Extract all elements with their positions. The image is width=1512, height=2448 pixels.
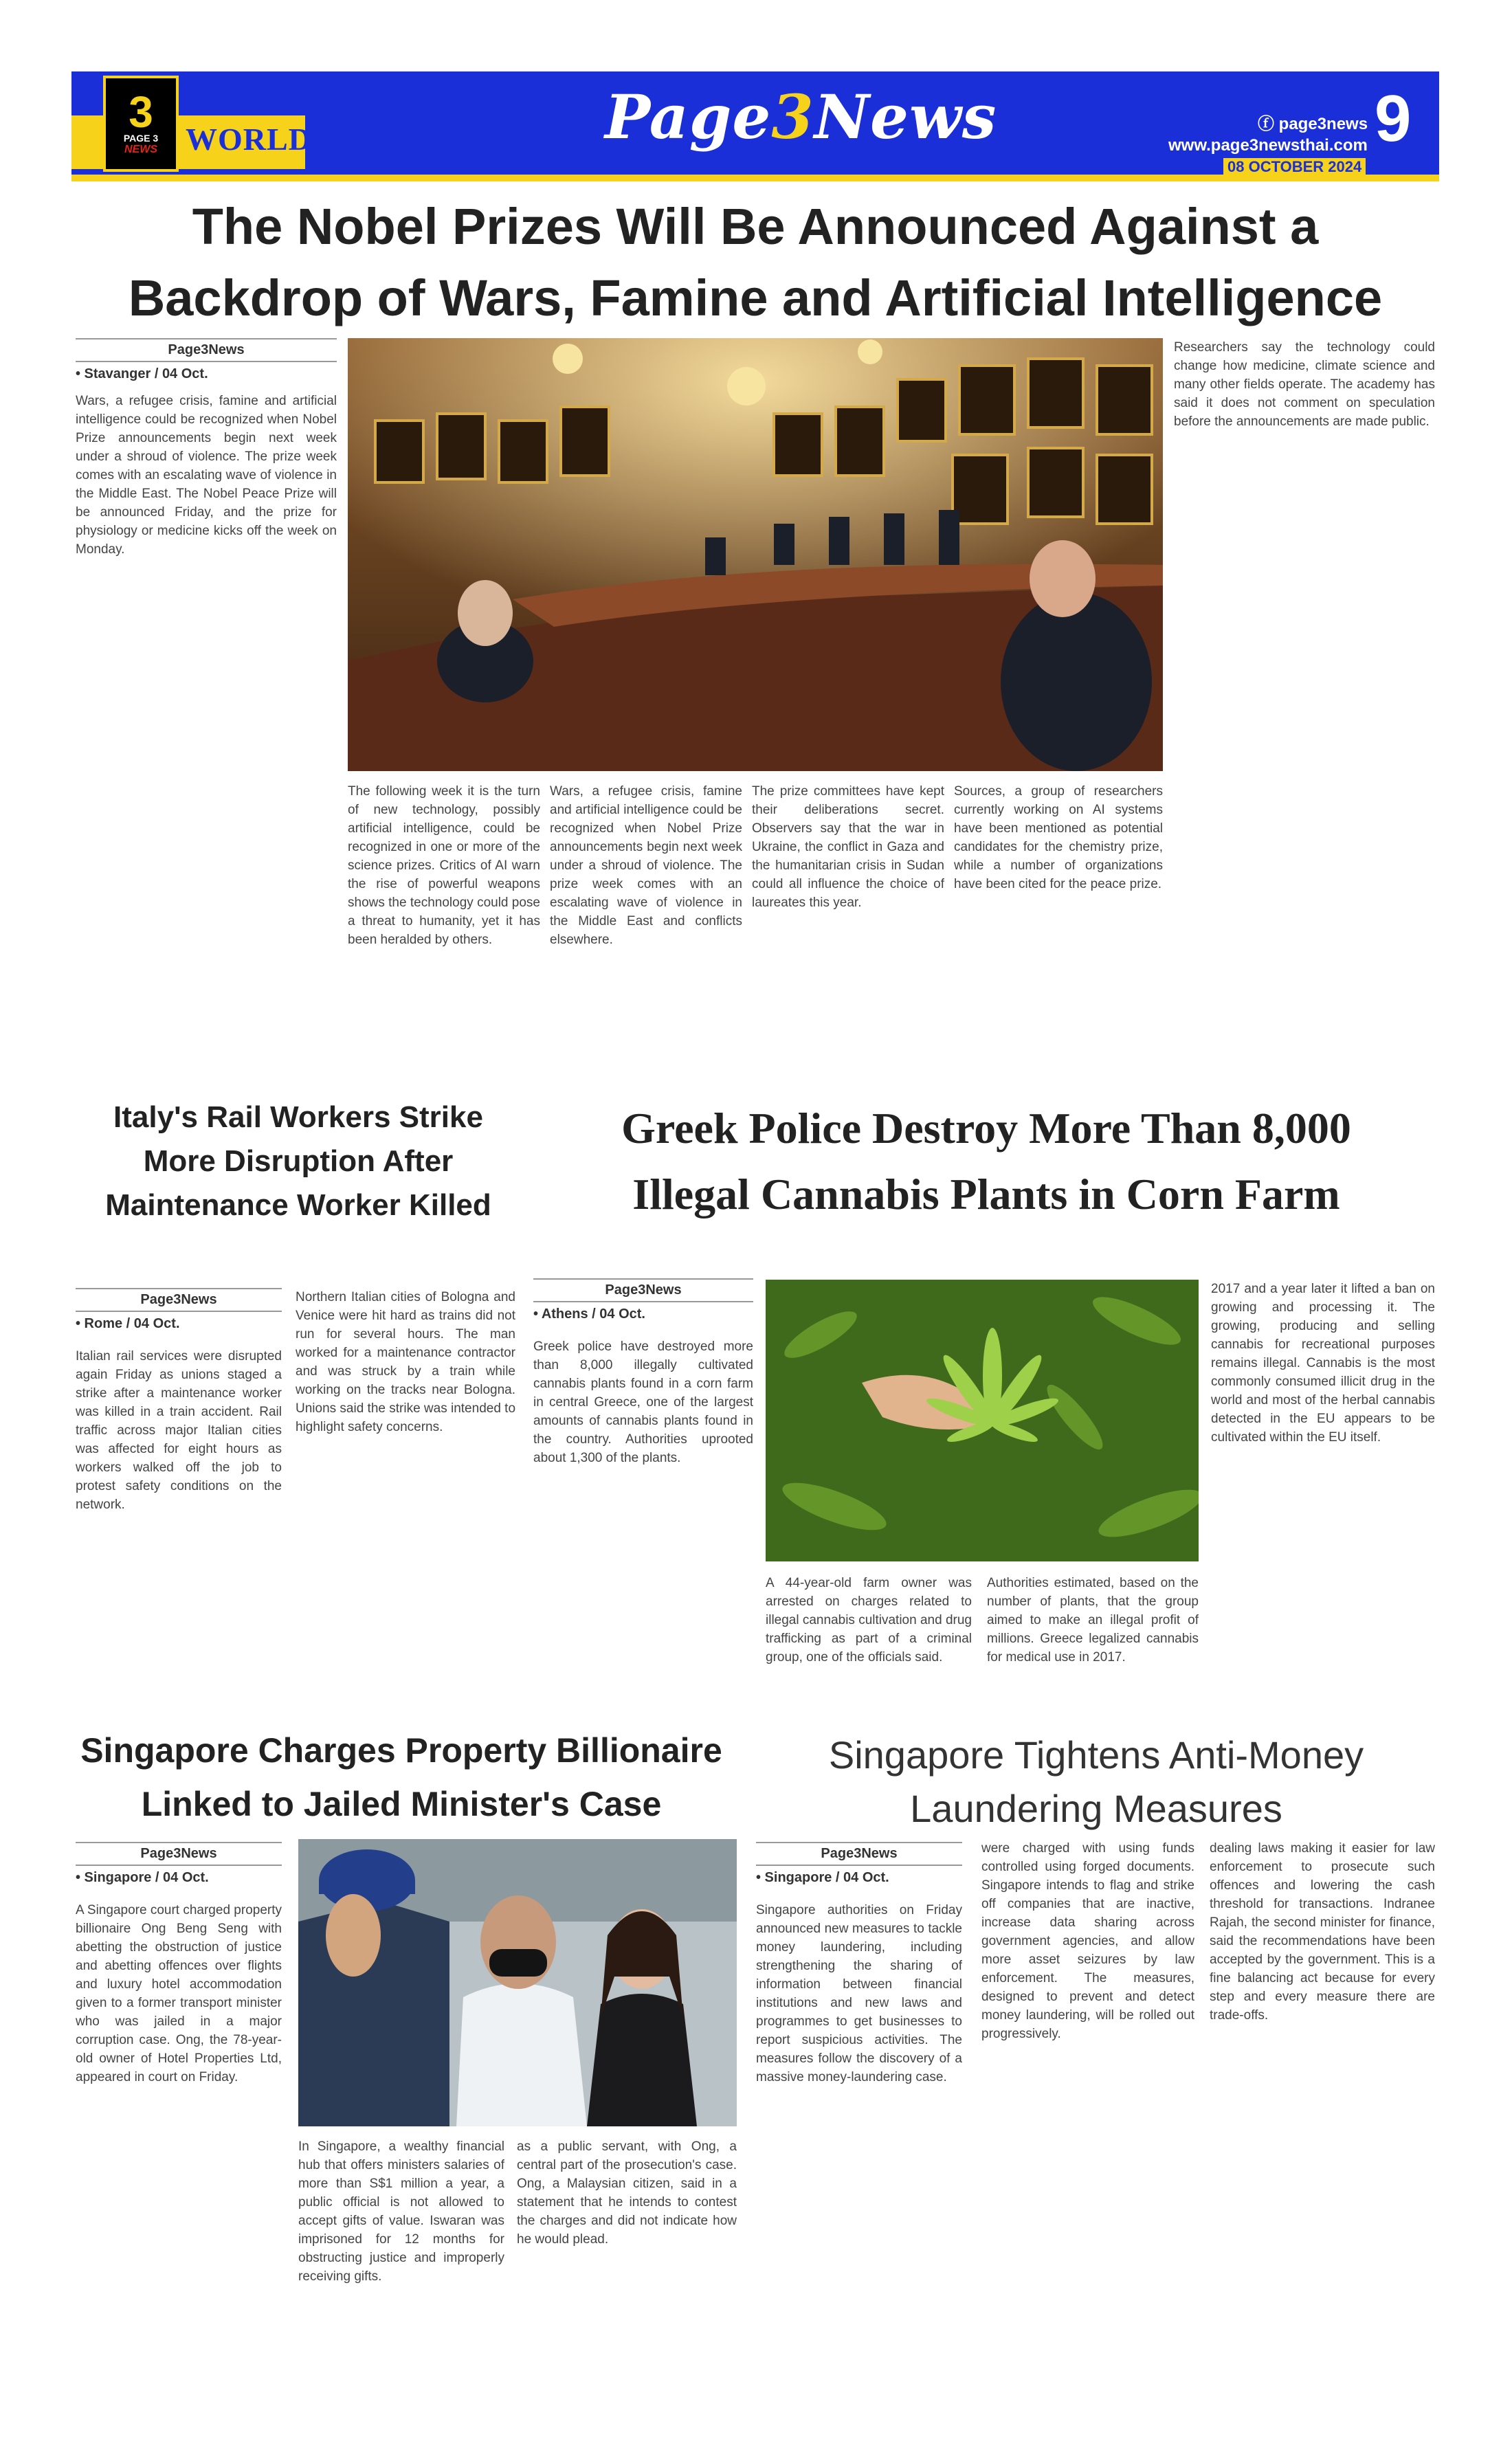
nobel-column-5: Sources, a group of researchers currently working on AI systems have been mentioned as potential candidates for the chemistry prize, while a number of organizations have been cited for the peace prize.: [954, 784, 1163, 891]
greece-column-2: A 44-year-old farm owner was arrested on charges related to illegal cannabis cultivation and drug trafficking as part of a criminal group, one of the officials said.: [766, 1576, 972, 1665]
billionaire-court-photo: [298, 1839, 737, 2126]
greece-headline-line2: Illegal Cannabis Plants in Corn Farm: [632, 1170, 1340, 1219]
brand-three: 3: [771, 81, 814, 153]
italy-headline-line3: Maintenance Worker Killed: [105, 1188, 491, 1222]
aml-column-3: dealing laws making it easier for law enforcement to prosecute such offences and lowering the cash threshold for transactions. Indranee Rajah, the second minister for finance, said the recommendations have been accepted by the government. This is a fine balancing act because for every step and every measure there are trade-offs.: [1210, 1841, 1435, 2023]
billionaire-byline: Page3News: [76, 1842, 282, 1866]
italy-byline: Page3News: [76, 1288, 282, 1312]
billionaire-headline-line2: Linked to Jailed Minister's Case: [141, 1785, 662, 1823]
greece-column-3: Authorities estimated, based on the number of plants, that the group aimed to make an illegal profit of millions. Greece legalized cannabis for medical use in 2017.: [987, 1576, 1199, 1665]
aml-column-2: were charged with using funds controlled using forged documents. Singapore intends to flag and strike off companies that are inactive, increase data sharing across government agencies, and allow more asset seizures by law enforcement. The measures, designed to prevent and detect money laundering, will be rolled out progressively.: [981, 1841, 1194, 2041]
nobel-column-3: Wars, a refugee crisis, famine and artificial intelligence could be recognized when Nobel Prize announcements begin next week under a shroud of violence. The prize week comes with an escalating wave of violence in the Middle East and conflicts elsewhere.: [550, 784, 742, 947]
nobel-byline: Page3News: [76, 338, 337, 362]
billionaire-headline-line1: Singapore Charges Property Billionaire: [80, 1731, 722, 1770]
nobel-location: • Stavanger / 04 Oct.: [76, 366, 208, 381]
billionaire-column-3: as a public servant, with Ong, a central part of the prosecution's case. Ong, a Malaysian citizen, said in a statement that he intends to contest the charges and did not indicate how he would plead.: [517, 2139, 737, 2247]
nobel-column-2: The following week it is the turn of new technology, possibly artificial intelligence, could be recognized in one or more of the science prizes. Critics of AI warn the rise of powerful weapons shows the technology could pose a threat to humanity, yet it has been heralded by others.: [348, 784, 540, 947]
nobel-headline-line2: Backdrop of Wars, Famine and Artificial Intelligence: [128, 269, 1383, 326]
section-label: WORLD: [186, 122, 312, 157]
billionaire-photo-illustration: [298, 1839, 737, 2126]
aml-headline-line2: Laundering Measures: [910, 1787, 1282, 1830]
facebook-icon: ⓕ: [1258, 115, 1279, 133]
billionaire-location: • Singapore / 04 Oct.: [76, 1870, 209, 1885]
aml-byline: Page3News: [756, 1842, 962, 1866]
billionaire-column-1: A Singapore court charged property billionaire Ong Beng Seng with abetting the obstruction of justice and abetting offences over flights and luxury hotel accommodation given to a former transport minister who was jailed in a major corruption case. Ong, the 78-year-old owner of Hotel Properties Ltd, appeared in court on Friday.: [76, 1903, 282, 2084]
italy-byline-block: [76, 1288, 282, 1332]
italy-column-1: Italian rail services were disrupted again Friday as unions staged a strike after a maintenance worker was killed in a train accident. Rail traffic across major Italian cities was affected for eight hours as workers walked off the job to protest safety conditions on the network.: [76, 1349, 282, 1512]
logo-number: 3: [129, 87, 153, 137]
italy-location: • Rome / 04 Oct.: [76, 1316, 180, 1331]
issue-date: 08 OCTOBER 2024: [1223, 158, 1366, 176]
billionaire-column-2: In Singapore, a wealthy financial hub that offers ministers salaries of more than S$1 million a year, a public official is not allowed to accept gifts of value. Iswaran was imprisoned for 12 months for obstructing justice and improperly receiving gifts.: [298, 2139, 504, 2284]
greece-byline-block: [533, 1278, 753, 1322]
italy-column-2: Northern Italian cities of Bologna and Venice were hit hard as trains did not run for several hours. The man worked for a maintenance contractor and was struck by a train while working on the tracks near Bologna. Unions said the strike was intended to highlight safety concerns.: [296, 1290, 515, 1434]
greece-location: • Athens / 04 Oct.: [533, 1306, 645, 1322]
nobel-byline-block: [76, 338, 337, 382]
social-handle: ⓕ page3news: [1258, 115, 1368, 133]
greece-headline-line1: Greek Police Destroy More Than 8,000: [621, 1104, 1351, 1153]
greece-column-4: 2017 and a year later it lifted a ban on growing and processing it. The growing, producing and selling cannabis for recreational purposes remains illegal. Cannabis is the most commonly consumed illicit drug in the world and most of the herbal cannabis detected in the EU appears to be cultivated within the EU itself.: [1211, 1282, 1435, 1445]
aml-location: • Singapore / 04 Oct.: [756, 1870, 889, 1885]
cannabis-photo-illustration: [766, 1280, 1199, 1561]
italy-headline-line1: Italy's Rail Workers Strike: [113, 1100, 483, 1134]
website-url: www.page3newsthai.com: [1168, 136, 1368, 155]
aml-column-1: Singapore authorities on Friday announced new measures to tackle money laundering, including strengthening the sharing of information between financial institutions and new laws and programmes to get businesses to report suspicious activities. The measures follow the discovery of a massive money-laundering case.: [756, 1903, 962, 2084]
nobel-column-4: The prize committees have kept their deliberations secret. Observers say that the war in Ukraine, the conflict in Gaza and the humanitarian crisis in Sudan could all influence the choice of laureates this year.: [752, 784, 944, 910]
billionaire-byline-block: [76, 1842, 282, 1886]
italy-headline-line2: More Disruption After: [143, 1144, 454, 1178]
nobel-headline-line1: The Nobel Prizes Will Be Announced Against a: [192, 198, 1319, 255]
logo-text: PAGE 3: [123, 133, 159, 144]
nobel-column-1: Wars, a refugee crisis, famine and artificial intelligence could be recognized when Nobel Prize announcements begin next week under a shroud of violence. The prize week comes with an escalating wave of violence in the Middle East. The Nobel Peace Prize will be announced Friday, and the prize for physiology or medicine kicks off the week on Monday.: [76, 394, 337, 557]
page-number: 9: [1375, 82, 1412, 155]
page3-logo: [103, 76, 179, 172]
nobel-photo-illustration: [348, 338, 1163, 771]
brand-prefix: Page: [605, 81, 772, 153]
logo-news: NEWS: [124, 144, 157, 155]
greece-byline: Page3News: [533, 1278, 753, 1302]
nobel-column-6: Researchers say the technology could change how medicine, climate science and many other fields operate. The academy has said it does not comment on speculation before the announcements are made public.: [1174, 340, 1435, 429]
aml-byline-block: [756, 1842, 962, 1886]
aml-headline-line1: Singapore Tightens Anti-Money: [828, 1733, 1364, 1777]
brand-suffix: News: [814, 81, 997, 153]
cannabis-plant-photo: [766, 1280, 1199, 1561]
greece-column-1: Greek police have destroyed more than 8,000 illegally cultivated cannabis plants found in a corn farm in central Greece, one of the largest amounts of cannabis plants found in the country. Authorities uprooted about 1,300 of the plants.: [533, 1339, 753, 1465]
nobel-press-conference-photo: [348, 338, 1163, 771]
brand-wordmark: [605, 81, 997, 153]
